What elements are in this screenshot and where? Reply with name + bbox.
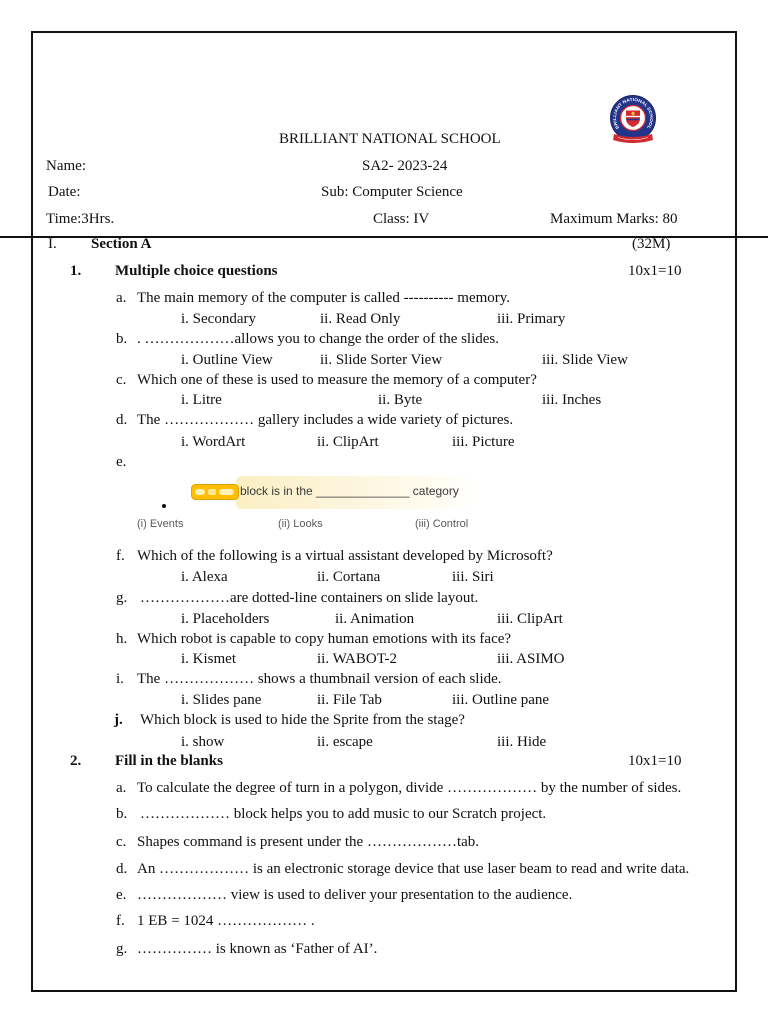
subject-line: Sub: Computer Science [321,184,463,200]
option-2: ii. Slide Sorter View [320,352,443,368]
question-label: e. [116,887,127,903]
question-label: d. [116,861,128,877]
question-text: To calculate the degree of turn in a polygon, divide ……………… by the number of sides. [137,780,682,796]
option-2: ii. Byte [378,392,423,408]
figure-option-1: (i) Events [137,518,184,530]
question-text: The ……………… gallery includes a wide variety of pictures. [137,412,514,428]
name-label: Name: [46,158,86,174]
fill-blanks-number: 2. [70,753,82,769]
option-2: ii. ClipArt [317,434,379,450]
question-label: g. [116,590,128,606]
question-label: g. [116,941,128,957]
question-label: f. [116,548,125,564]
school-seal-logo [608,94,658,146]
question-text: ……………… view is used to deliver your presentation to the audience. [137,887,573,903]
question-text: An ……………… is an electronic storage device that use laser beam to read and write data. [137,861,690,877]
scratch-block-figure [133,474,478,538]
question-label: b. [116,806,128,822]
option-2: ii. File Tab [317,692,382,708]
option-3: iii. ASIMO [497,651,565,667]
question-text: …………… is known as ‘Father of AI’. [137,941,378,957]
option-2: ii. WABOT-2 [317,651,398,667]
figure-option-2: (ii) Looks [278,518,323,530]
option-1: i. Placeholders [181,611,270,627]
question-label: b. [116,331,128,347]
question-text: Which one of these is used to measure the memory of a computer? [137,372,537,388]
option-3: iii. Siri [452,569,494,585]
option-3: iii. ClipArt [497,611,563,627]
mcq-title: Multiple choice questions [115,263,278,279]
question-label: h. [116,631,128,647]
section-marks: (32M) [632,236,671,252]
option-3: iii. Slide View [542,352,628,368]
option-1: i. Litre [181,392,222,408]
section-number: I. [48,236,57,252]
option-1: i. Secondary [181,311,256,327]
option-1: i. Outline View [181,352,273,368]
question-text: Which block is used to hide the Sprite from the stage? [140,712,465,728]
option-2: ii. escape [317,734,373,750]
seal-lettering: BRILLIANT NATIONAL SCHOOL [611,96,655,130]
question-text: The main memory of the computer is called ---------- memory. [137,290,511,306]
question-text: The ……………… shows a thumbnail version of each slide. [137,671,502,687]
question-label: i. [116,671,124,687]
date-label: Date: [48,184,81,200]
option-1: i. Kismet [181,651,236,667]
question-label: f. [116,913,125,929]
option-2: ii. Animation [335,611,415,627]
question-label: e. [116,454,127,470]
fill-blanks-marks: 10x1=10 [628,753,682,769]
question-text: Which robot is capable to copy human emotions with its face? [137,631,512,647]
option-3: iii. Inches [542,392,602,408]
bullet-dot [162,504,166,508]
option-2: ii. Read Only [320,311,401,327]
question-text: 1 EB = 1024 ……………… . [137,913,315,929]
mcq-marks: 10x1=10 [628,263,682,279]
school-name: BRILLIANT NATIONAL SCHOOL [279,131,501,147]
exam-title: SA2- 2023-24 [362,158,448,174]
option-1: i. Slides pane [181,692,262,708]
question-label: a. [116,780,127,796]
figure-option-3: (iii) Control [415,518,469,530]
option-3: iii. Outline pane [452,692,550,708]
option-3: iii. Primary [497,311,566,327]
option-2: ii. Cortana [317,569,381,585]
time-line: Time:3Hrs. [46,211,115,227]
question-label: c. [116,372,127,388]
question-text: ………………are dotted-line containers on slide layout. [140,590,479,606]
class-line: Class: IV [373,211,430,227]
question-text: Which of the following is a virtual assistant developed by Microsoft? [137,548,553,564]
option-1: i. WordArt [181,434,246,450]
question-label: a. [116,290,127,306]
option-3: iii. Hide [497,734,547,750]
question-label: d. [116,412,128,428]
scratch-events-block-icon [191,484,239,500]
mcq-number: 1. [70,263,82,279]
question-text: . ………………allows you to change the order of the slides. [137,331,500,347]
max-marks: Maximum Marks: 80 [550,211,678,227]
section-title: Section A [91,236,152,252]
question-text: Shapes command is present under the ………………tab. [137,834,480,850]
option-1: i. show [181,734,225,750]
question-label: j. [114,712,123,728]
question-label: c. [116,834,127,850]
option-3: iii. Picture [452,434,515,450]
question-text: ……………… block helps you to add music to our Scratch project. [140,806,547,822]
block-caption: block is in the ______________ category [240,484,459,498]
fill-blanks-title: Fill in the blanks [115,753,223,769]
option-1: i. Alexa [181,569,228,585]
